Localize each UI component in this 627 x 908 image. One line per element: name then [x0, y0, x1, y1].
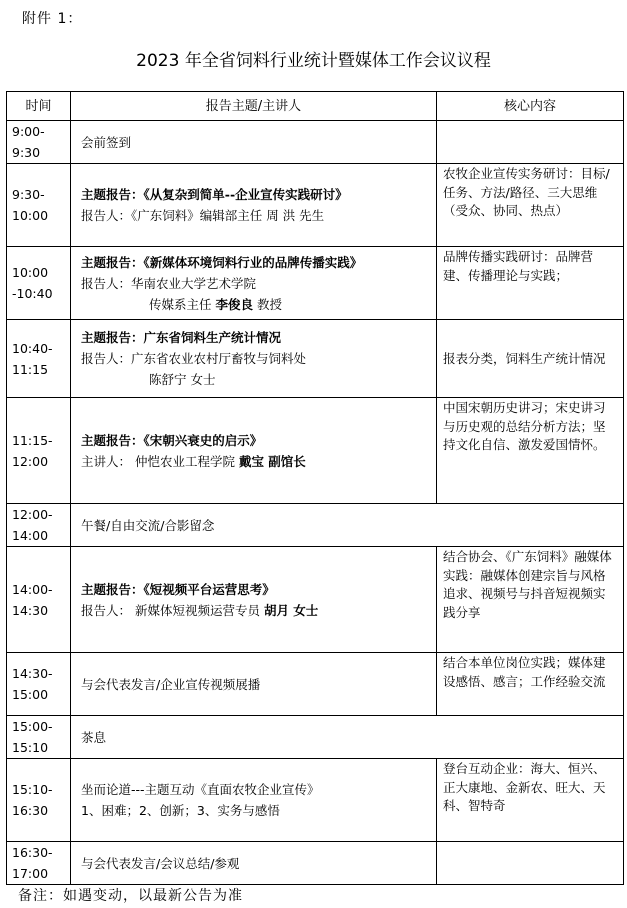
time-start: 9:00- — [12, 124, 45, 139]
time-end: 9:30 — [12, 145, 41, 160]
topic-cell — [71, 653, 437, 716]
agenda-table — [6, 91, 624, 885]
table-row — [7, 547, 624, 653]
topic-line: 与会代表发言/企业宣传视频展播 — [81, 676, 261, 692]
core-cell: 农牧企业宣传实务研讨：目标/任务、方法/路径、三大思维（受众、协同、热点） — [437, 164, 624, 247]
topic-title: 主题报告：《宋朝兴衰史的启示》 — [81, 432, 263, 448]
speaker-name: 李俊良 — [215, 296, 253, 312]
time-cell — [7, 320, 71, 398]
speaker-suffix: 教授 — [253, 296, 282, 312]
attachment-label: 附件 1： — [22, 11, 83, 27]
core-cell: 报表分类，饲料生产统计情况 — [437, 320, 624, 398]
speaker-line — [81, 451, 436, 472]
core-cell: 结合协会、《广东饲料》融媒体实践：融媒体创建宗旨与风格追求、视频号与抖音短视频实践分享 — [437, 547, 624, 653]
table-row — [7, 842, 624, 885]
time-end: 12:00 — [12, 453, 49, 469]
table-row — [7, 398, 624, 504]
speaker-line-2: 陈舒宁 女士 — [149, 372, 216, 387]
time-cell — [7, 653, 71, 716]
time-cell — [7, 759, 71, 842]
speaker-line-2 — [81, 294, 436, 315]
header-topic: 报告主题/主讲人 — [71, 92, 437, 121]
topic-cell — [71, 164, 437, 247]
header-time: 时间 — [7, 92, 71, 121]
topic-cell — [71, 504, 624, 547]
topic-cell — [71, 320, 437, 398]
time-start: 11:15- — [12, 432, 53, 448]
topic-cell — [71, 398, 437, 504]
speaker-name: 戴宝 副馆长 — [238, 453, 306, 469]
topic-line: 茶息 — [81, 729, 107, 745]
header-core: 核心内容 — [437, 92, 624, 121]
time-start: 14:30- — [12, 666, 53, 681]
table-row — [7, 716, 624, 759]
time-end: 16:30 — [12, 803, 49, 818]
speaker-name: 胡月 女士 — [263, 602, 319, 618]
topic-cell — [71, 842, 437, 885]
time-start: 10:40- — [12, 340, 53, 356]
core-cell — [437, 121, 624, 164]
table-row — [7, 504, 624, 547]
time-end: 17:00 — [12, 866, 49, 881]
time-end: -10:40 — [12, 286, 53, 301]
topic-cell — [71, 759, 437, 842]
time-end: 10:00 — [12, 208, 49, 223]
table-row — [7, 653, 624, 716]
time-cell — [7, 247, 71, 320]
time-start: 16:30- — [12, 845, 53, 860]
topic-title: 主题报告：《短视频平台运营思考》 — [81, 581, 275, 597]
topic-cell — [71, 716, 624, 759]
topic-cell — [71, 247, 437, 320]
time-start: 14:00- — [12, 581, 53, 597]
topic-subline: 1、困难；2、创新；3、实务与感悟 — [81, 803, 280, 818]
topic-cell — [71, 121, 437, 164]
table-row — [7, 164, 624, 247]
time-cell — [7, 398, 71, 504]
core-cell: 结合本单位岗位实践；媒体建设感悟、感言；工作经验交流 — [437, 653, 624, 716]
speaker-affiliation: 主讲人： 仲恺农业工程学院 — [81, 453, 239, 469]
topic-title: 主题报告：《新媒体环境饲料行业的品牌传播实践》 — [81, 254, 363, 270]
time-cell — [7, 504, 71, 547]
table-row — [7, 247, 624, 320]
time-end: 15:10 — [12, 740, 49, 755]
page-title: 2023 年全省饲料行业统计暨媒体工作会议议程 — [136, 51, 491, 71]
time-start: 15:10- — [12, 782, 53, 797]
topic-line: 坐而论道---主题互动《直面农牧企业宣传》 — [81, 782, 320, 797]
topic-cell — [71, 547, 437, 653]
core-cell: 品牌传播实践研讨：品牌营建、传播理论与实践； — [437, 247, 624, 320]
time-cell — [7, 547, 71, 653]
time-cell — [7, 842, 71, 885]
table-row — [7, 320, 624, 398]
speaker-line: 报告人：广东省农业农村厅畜牧与饲料处 — [81, 351, 307, 366]
header-row — [7, 92, 624, 121]
time-end: 14:00 — [12, 528, 49, 543]
topic-line: 与会代表发言/会议总结/参观 — [81, 855, 240, 871]
topic-line: 午餐/自由交流/合影留念 — [81, 517, 215, 533]
core-cell: 中国宋朝历史讲习；宋史讲习与历史观的总结分析方法；坚持文化自信、激发爱国情怀。 — [437, 398, 624, 504]
footnote: 备注：如遇变动，以最新公告为准 — [18, 888, 243, 904]
topic-line: 会前签到 — [81, 134, 132, 150]
time-cell — [7, 121, 71, 164]
time-end: 14:30 — [12, 602, 49, 618]
core-cell — [437, 842, 624, 885]
speaker-line: 报告人：华南农业大学艺术学院 — [81, 275, 257, 291]
topic-title: 主题报告：广东省饲料生产统计情况 — [81, 330, 282, 345]
speaker-role: 报告人： 新媒体短视频运营专员 — [81, 602, 264, 618]
time-end: 11:15 — [12, 361, 49, 377]
topic-title: 主题报告：《从复杂到简单--企业宣传实践研讨》 — [81, 187, 348, 202]
speaker-line: 报告人：《广东饲料》编辑部主任 周 洪 先生 — [81, 208, 325, 223]
core-cell: 登台互动企业：海大、恒兴、正大康地、金新农、旺大、天科、智特奇 — [437, 759, 624, 842]
time-cell — [7, 716, 71, 759]
speaker-title: 传媒系主任 — [149, 296, 216, 312]
time-end: 15:00 — [12, 687, 49, 702]
time-start: 12:00- — [12, 507, 53, 522]
table-row — [7, 759, 624, 842]
time-start: 9:30- — [12, 187, 45, 202]
time-cell — [7, 164, 71, 247]
table-row — [7, 121, 624, 164]
time-start: 15:00- — [12, 719, 53, 734]
speaker-line — [81, 600, 436, 621]
time-start: 10:00 — [12, 265, 49, 280]
